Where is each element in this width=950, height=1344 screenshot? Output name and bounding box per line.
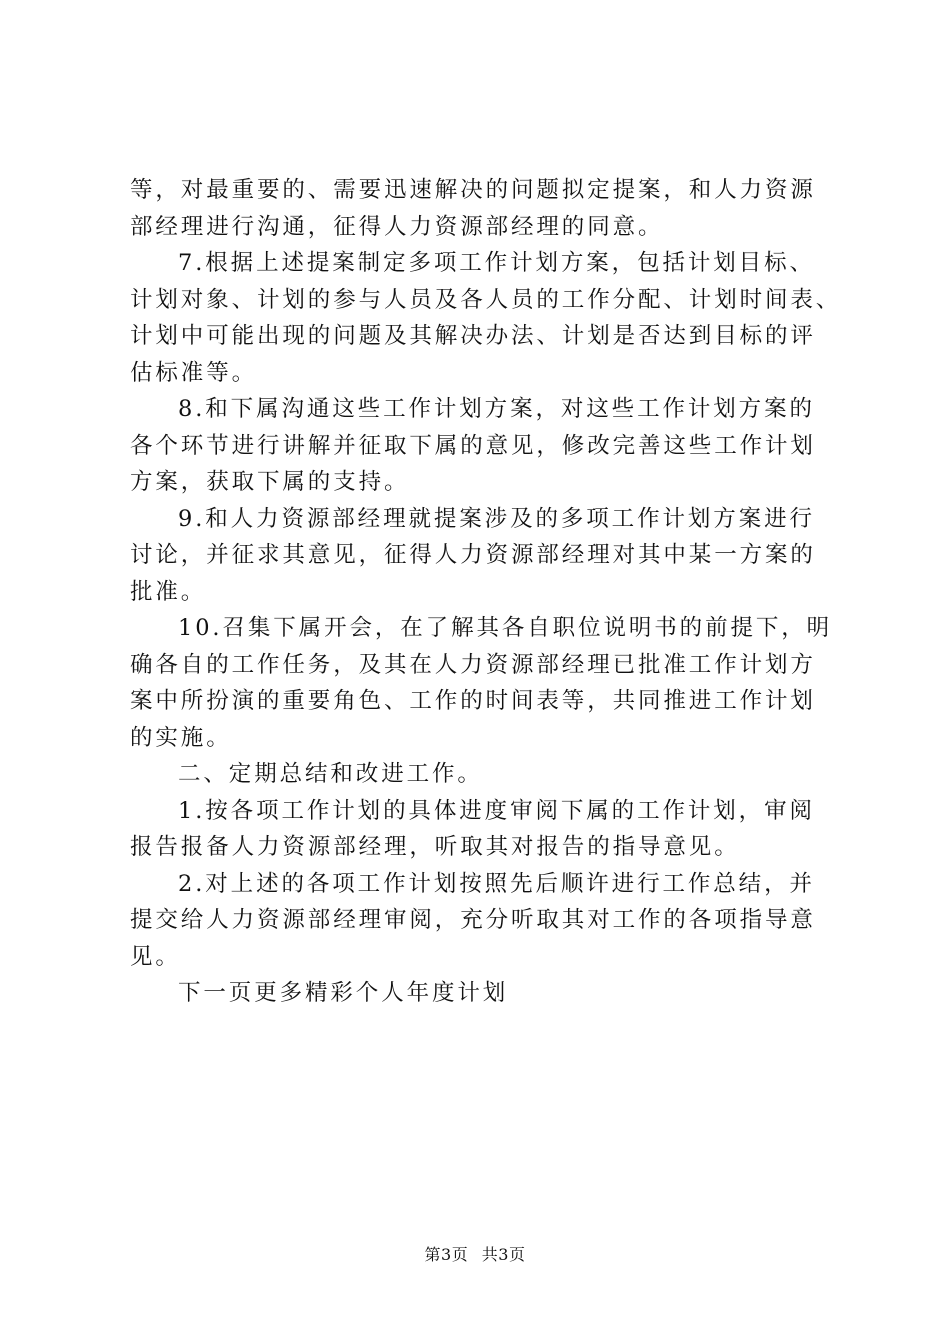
text-line: 10.召集下属开会，在了解其各自职位说明书的前提下，明: [178, 615, 833, 641]
text-line: 7.根据上述提案制定多项工作计划方案，包括计划目标、: [178, 250, 815, 276]
text-line: 方案，获取下属的支持。: [130, 469, 410, 495]
text-line: 见。: [130, 943, 181, 970]
text-line: 部经理进行沟通，征得人力资源部经理的同意。: [130, 213, 664, 240]
page-number: 第3页: [424, 1245, 469, 1264]
text-line: 估标准等。: [130, 359, 258, 386]
next-page-link[interactable]: 下一页更多精彩个人年度计划: [178, 980, 509, 1006]
text-line: 1.按各项工作计划的具体进度审阅下属的工作计划，审阅: [178, 797, 815, 824]
text-line: 计划中可能出现的问题及其解决办法、计划是否达到目标的评: [130, 323, 816, 349]
text-line: 9.和人力资源部经理就提案涉及的多项工作计划方案进行: [178, 505, 815, 532]
text-line: 的实施。: [130, 724, 232, 751]
text-line: 案中所扮演的重要角色、工作的时间表等，共同推进工作计划: [130, 688, 816, 714]
text-line: 提交给人力资源部经理审阅，充分听取其对工作的各项指导意: [130, 907, 816, 933]
page-footer: [0, 1242, 950, 1265]
text-line: 讨论，并征求其意见，征得人力资源部经理对其中某一方案的: [130, 542, 816, 568]
text-line: 2.对上述的各项工作计划按照先后顺许进行工作总结，并: [178, 870, 815, 897]
text-line: 8.和下属沟通这些工作计划方案，对这些工作计划方案的: [178, 396, 815, 422]
text-line: 报告报备人力资源部经理，听取其对报告的指导意见。: [130, 834, 740, 860]
text-line: 批准。: [130, 578, 207, 605]
text-line: 等，对最重要的、需要迅速解决的问题拟定提案，和人力资源: [130, 177, 816, 203]
text-line: 计划对象、计划的参与人员及各人员的工作分配、计划时间表、: [130, 286, 842, 313]
text-line: 二、定期总结和改进工作。: [178, 761, 483, 787]
text-line: 各个环节进行讲解并征取下属的意见，修改完善这些工作计划: [130, 432, 816, 459]
page-total: 共3页: [481, 1245, 526, 1264]
document-body: [130, 172, 842, 1012]
text-line: 确各自的工作任务，及其在人力资源部经理已批准工作计划方: [130, 651, 816, 678]
